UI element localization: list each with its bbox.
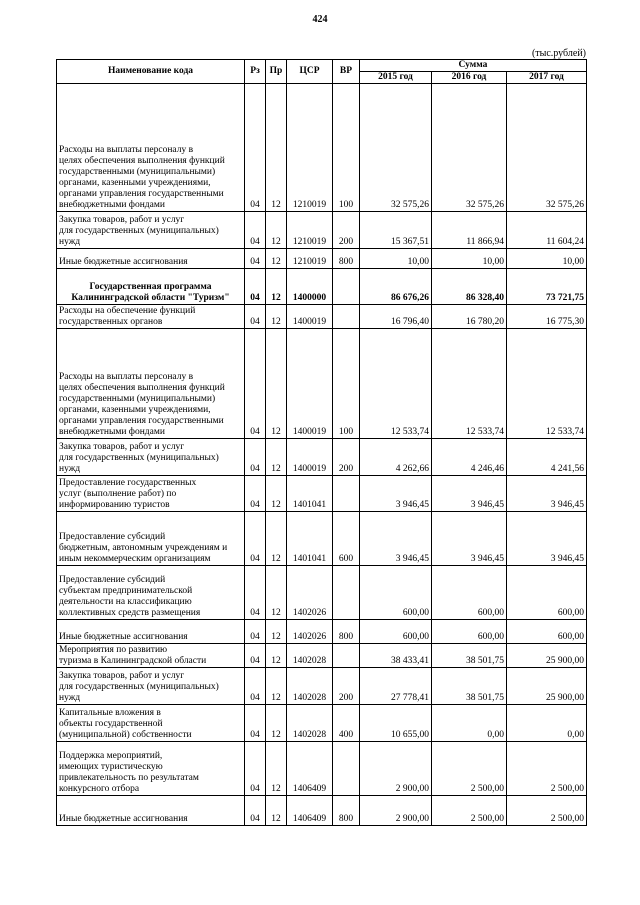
cell-2015: 2 900,00 [360, 742, 432, 796]
cell-2017: 12 533,74 [507, 329, 587, 439]
header-2017: 2017 год [507, 72, 587, 84]
table-row [57, 742, 587, 796]
cell-2015: 600,00 [360, 566, 432, 620]
cell-2017: 4 241,56 [507, 439, 587, 476]
cell-2015: 15 367,51 [360, 212, 432, 249]
cell-name: Государственная программа Калининградской области "Туризм" [57, 269, 245, 305]
cell-name: Предоставление государственных услуг (выполнение работ) по информированию туристов [57, 476, 245, 512]
cell-2016: 0,00 [432, 705, 507, 742]
cell-csr: 1401041 [287, 512, 333, 566]
cell-2015: 3 946,45 [360, 476, 432, 512]
table-row [57, 512, 587, 566]
cell-name: Закупка товаров, работ и услуг для государственных (муниципальных) нужд [57, 212, 245, 249]
cell-name: Предоставление субсидий субъектам предпринимательской деятельности на классификацию коллективных средств размещения [57, 566, 245, 620]
cell-vr [333, 742, 360, 796]
cell-2017: 600,00 [507, 620, 587, 644]
cell-name: Иные бюджетные ассигнования [57, 620, 245, 644]
cell-name: Иные бюджетные ассигнования [57, 796, 245, 826]
cell-2015: 12 533,74 [360, 329, 432, 439]
cell-csr: 1400019 [287, 439, 333, 476]
header-pr: Пр [266, 60, 287, 84]
cell-csr: 1400019 [287, 305, 333, 329]
cell-name: Расходы на выплаты персоналу в целях обеспечения выполнения функций государственными (муниципальными) органами, казенными учреждениями, органами управления государственными внебюджетными фондами [57, 84, 245, 212]
cell-2017: 2 500,00 [507, 742, 587, 796]
cell-2017: 25 900,00 [507, 668, 587, 705]
table-body [57, 84, 587, 826]
cell-pr: 12 [266, 329, 287, 439]
table-row [57, 439, 587, 476]
cell-2017: 16 775,30 [507, 305, 587, 329]
table-row [57, 84, 587, 212]
cell-rz: 04 [245, 705, 266, 742]
table-row [57, 668, 587, 705]
table-row [57, 705, 587, 742]
cell-csr: 1210019 [287, 212, 333, 249]
cell-csr: 1406409 [287, 742, 333, 796]
header-sum: Сумма [360, 60, 587, 72]
cell-vr: 800 [333, 796, 360, 826]
cell-pr: 12 [266, 269, 287, 305]
cell-vr [333, 476, 360, 512]
cell-rz: 04 [245, 668, 266, 705]
cell-pr: 12 [266, 84, 287, 212]
cell-2016: 2 500,00 [432, 796, 507, 826]
cell-csr: 1400000 [287, 269, 333, 305]
cell-2016: 3 946,45 [432, 476, 507, 512]
cell-vr: 100 [333, 329, 360, 439]
cell-rz: 04 [245, 620, 266, 644]
cell-name: Мероприятия по развитию туризма в Калининградской области [57, 644, 245, 668]
unit-label: (тыс.рублей) [531, 48, 586, 59]
cell-2016: 38 501,75 [432, 668, 507, 705]
cell-2015: 38 433,41 [360, 644, 432, 668]
cell-2017: 32 575,26 [507, 84, 587, 212]
cell-2016: 600,00 [432, 566, 507, 620]
cell-pr: 12 [266, 644, 287, 668]
cell-2017: 0,00 [507, 705, 587, 742]
cell-2016: 86 328,40 [432, 269, 507, 305]
cell-vr: 600 [333, 512, 360, 566]
cell-2016: 16 780,20 [432, 305, 507, 329]
cell-pr: 12 [266, 620, 287, 644]
cell-rz: 04 [245, 796, 266, 826]
cell-csr: 1402026 [287, 620, 333, 644]
cell-vr: 200 [333, 668, 360, 705]
cell-2016: 11 866,94 [432, 212, 507, 249]
cell-name: Иные бюджетные ассигнования [57, 249, 245, 269]
table-row [57, 249, 587, 269]
cell-pr: 12 [266, 796, 287, 826]
cell-csr: 1400019 [287, 329, 333, 439]
cell-vr: 800 [333, 620, 360, 644]
cell-name: Расходы на выплаты персоналу в целях обеспечения выполнения функций государственными (муниципальными) органами, казенными учреждениями, органами управления государственными внебюджетными фондами [57, 329, 245, 439]
cell-pr: 12 [266, 305, 287, 329]
header-csr: ЦСР [287, 60, 333, 84]
cell-rz: 04 [245, 305, 266, 329]
cell-csr: 1402028 [287, 705, 333, 742]
header-2016: 2016 год [432, 72, 507, 84]
cell-2016: 2 500,00 [432, 742, 507, 796]
page-number: 424 [312, 14, 328, 25]
cell-vr: 800 [333, 249, 360, 269]
cell-2015: 10,00 [360, 249, 432, 269]
cell-2017: 3 946,45 [507, 476, 587, 512]
cell-rz: 04 [245, 212, 266, 249]
cell-vr [333, 305, 360, 329]
cell-pr: 12 [266, 668, 287, 705]
cell-vr: 200 [333, 439, 360, 476]
cell-rz: 04 [245, 269, 266, 305]
cell-2015: 10 655,00 [360, 705, 432, 742]
cell-csr: 1401041 [287, 476, 333, 512]
cell-pr: 12 [266, 566, 287, 620]
cell-vr [333, 566, 360, 620]
cell-pr: 12 [266, 249, 287, 269]
cell-name: Предоставление субсидий бюджетным, автономным учреждениям и иным некоммерческим организациям [57, 512, 245, 566]
cell-rz: 04 [245, 329, 266, 439]
cell-2015: 32 575,26 [360, 84, 432, 212]
cell-name: Расходы на обеспечение функций государственных органов [57, 305, 245, 329]
cell-pr: 12 [266, 476, 287, 512]
cell-2015: 16 796,40 [360, 305, 432, 329]
cell-rz: 04 [245, 512, 266, 566]
cell-2016: 4 246,46 [432, 439, 507, 476]
table-row [57, 476, 587, 512]
cell-rz: 04 [245, 439, 266, 476]
cell-rz: 04 [245, 476, 266, 512]
cell-2016: 32 575,26 [432, 84, 507, 212]
cell-2017: 11 604,24 [507, 212, 587, 249]
cell-2016: 12 533,74 [432, 329, 507, 439]
cell-csr: 1402028 [287, 668, 333, 705]
cell-rz: 04 [245, 566, 266, 620]
cell-2016: 10,00 [432, 249, 507, 269]
cell-vr: 200 [333, 212, 360, 249]
cell-rz: 04 [245, 644, 266, 668]
cell-name: Капитальные вложения в объекты государственной (муниципальной) собственности [57, 705, 245, 742]
cell-rz: 04 [245, 249, 266, 269]
header-name: Наименование кода [57, 60, 245, 84]
table-row [57, 212, 587, 249]
cell-pr: 12 [266, 705, 287, 742]
cell-pr: 12 [266, 512, 287, 566]
cell-2015: 27 778,41 [360, 668, 432, 705]
header-2015: 2015 год [360, 72, 432, 84]
cell-2017: 73 721,75 [507, 269, 587, 305]
cell-name: Закупка товаров, работ и услуг для государственных (муниципальных) нужд [57, 439, 245, 476]
cell-2016: 38 501,75 [432, 644, 507, 668]
budget-table [56, 59, 587, 826]
cell-csr: 1210019 [287, 84, 333, 212]
cell-name: Поддержка мероприятий, имеющих туристическую привлекательность по результатам конкурсного отбора [57, 742, 245, 796]
cell-2017: 10,00 [507, 249, 587, 269]
cell-csr: 1406409 [287, 796, 333, 826]
cell-2016: 600,00 [432, 620, 507, 644]
cell-vr: 400 [333, 705, 360, 742]
cell-vr: 100 [333, 84, 360, 212]
header-vr: ВР [333, 60, 360, 84]
cell-2015: 600,00 [360, 620, 432, 644]
cell-pr: 12 [266, 742, 287, 796]
cell-vr [333, 644, 360, 668]
cell-csr: 1402028 [287, 644, 333, 668]
cell-csr: 1402026 [287, 566, 333, 620]
cell-2015: 2 900,00 [360, 796, 432, 826]
cell-name: Закупка товаров, работ и услуг для государственных (муниципальных) нужд [57, 668, 245, 705]
cell-rz: 04 [245, 742, 266, 796]
cell-2015: 3 946,45 [360, 512, 432, 566]
cell-rz: 04 [245, 84, 266, 212]
table-row [57, 305, 587, 329]
cell-pr: 12 [266, 212, 287, 249]
cell-2015: 4 262,66 [360, 439, 432, 476]
cell-2017: 3 946,45 [507, 512, 587, 566]
cell-pr: 12 [266, 439, 287, 476]
header-rz: Рз [245, 60, 266, 84]
cell-2015: 86 676,26 [360, 269, 432, 305]
table-row [57, 329, 587, 439]
table-row [57, 566, 587, 620]
cell-2016: 3 946,45 [432, 512, 507, 566]
cell-csr: 1210019 [287, 249, 333, 269]
cell-vr [333, 269, 360, 305]
cell-2017: 25 900,00 [507, 644, 587, 668]
table-row [57, 796, 587, 826]
cell-2017: 2 500,00 [507, 796, 587, 826]
table-row [57, 269, 587, 305]
table-row [57, 644, 587, 668]
table-row [57, 620, 587, 644]
cell-2017: 600,00 [507, 566, 587, 620]
